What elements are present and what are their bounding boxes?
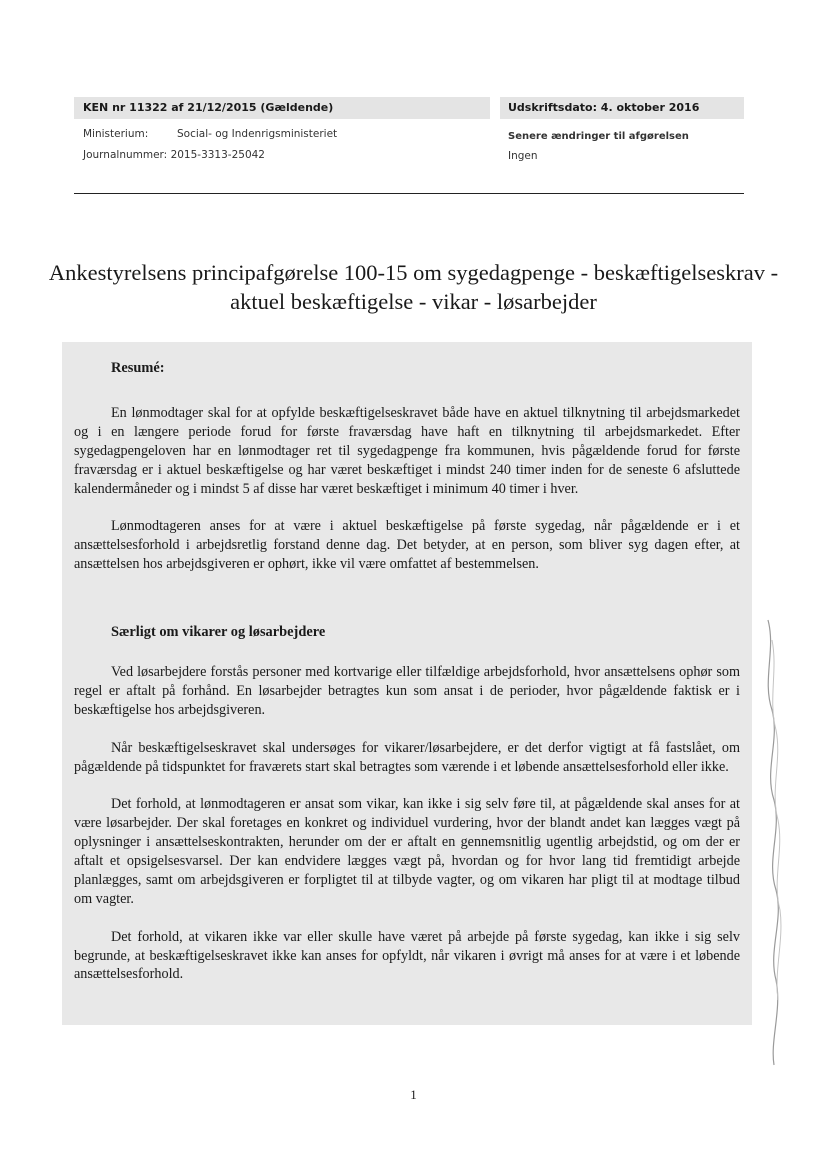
journal-value: 2015-3313-25042 bbox=[170, 149, 265, 161]
summary-paragraph: En lønmodtager skal for at opfylde beskæftigelseskravet både have en aktuel tilknytning til arbejdsmarkedet og i en længere periode forud for første fraværsdag have haft en tilknytning til arbejdsmarkedet. Efter sygedagpengeloven har en lønmodtager ret til sygedagpenge fra kommunen, hvis pågældende forud for første fraværsdag er i aktuel beskæftigelse og har været beskæftiget i mindst 240 timer inden for de seneste 6 afsluttede kalendermåneder og i mindst 5 af disse har været beskæftiget i minimum 40 timer i hver. bbox=[74, 405, 740, 497]
journal-row bbox=[83, 149, 265, 161]
subsection-paragraph: Når beskæftigelseskravet skal undersøges for vikarer/løsarbejdere, er det derfor vigtigt at få fastslået, om pågældende på tidspunktet for fraværets start skal betragtes som værende i et løbende ansættelsesforhold eller ikke. bbox=[74, 739, 740, 775]
changes-label: Senere ændringer til afgørelsen bbox=[508, 131, 689, 142]
ministry-label: Ministerium: bbox=[83, 128, 149, 140]
ministry-value: Social- og Indenrigsministeriet bbox=[177, 128, 338, 140]
print-date-bar: Udskriftsdato: 4. oktober 2016 bbox=[500, 97, 744, 119]
subsection-paragraph: Det forhold, at lønmodtageren er ansat som vikar, kan ikke i sig selv føre til, at pågældende skal anses for at være løsarbejder. Der skal foretages en konkret og individuel vurdering, hvor der blandt andet kan lægges vægt på oplysninger i ansættelseskontrakten, herunder om der er aftalt en gennemsnitlig ugentlig arbejdstid, og om der er aftalt et opsigelsesvarsel. Der kan endvidere lægges vægt på, hvordan og for hvor lang tid fremtidigt arbejde planlægges, samt om arbejdsgiveren er forpligtet til at tilbyde vagter, og om vikaren har pligt til at modtage tilbud om vagter. bbox=[74, 796, 740, 907]
subsection-heading: Særligt om vikarer og løsarbejdere bbox=[111, 624, 326, 640]
binding-edge-mark bbox=[752, 610, 792, 1070]
ministry-row bbox=[83, 128, 337, 140]
summary-body bbox=[74, 404, 740, 593]
subsection-body bbox=[74, 663, 740, 1003]
changes-value: Ingen bbox=[508, 150, 538, 162]
page-number: 1 bbox=[410, 1087, 417, 1102]
subsection-paragraph: Ved løsarbejdere forstås personer med kortvarige eller tilfældige arbejdsforhold, hvor ansættelsens ophør som regel er aftalt på forhånd. En løsarbejder betragtes kun som ansat i de perioder, hvor pågældende faktisk er i beskæftigelse hos arbejdsgiveren. bbox=[74, 664, 740, 718]
summary-paragraph: Lønmodtageren anses for at være i aktuel beskæftigelse på første sygedag, når pågældende er i et ansættelsesforhold i arbejdsretlig forstand denne dag. Det betyder, at en person, som bliver syg dagen efter, at ansættelsen hos arbejdsgiveren er ophørt, ikke vil være omfattet af bestemmelsen. bbox=[74, 518, 740, 573]
header-divider bbox=[74, 193, 744, 194]
document-title: Ankestyrelsens principafgørelse 100-15 om sygedagpenge - beskæftigelseskrav - aktuel beskæftigelse - vikar - løsarbejder bbox=[48, 260, 779, 314]
summary-heading: Resumé: bbox=[111, 360, 165, 376]
subsection-paragraph: Det forhold, at vikaren ikke var eller skulle have været på arbejde på første sygedag, kan ikke i sig selv begrunde, at beskæftigelseskravet ikke kan anses for opfyldt, når vikaren i øvrigt må anses for at være i et løbende ansættelsesforhold. bbox=[74, 928, 740, 983]
journal-label: Journalnummer: bbox=[83, 149, 168, 161]
case-id-bar: KEN nr 11322 af 21/12/2015 (Gældende) bbox=[74, 97, 490, 119]
